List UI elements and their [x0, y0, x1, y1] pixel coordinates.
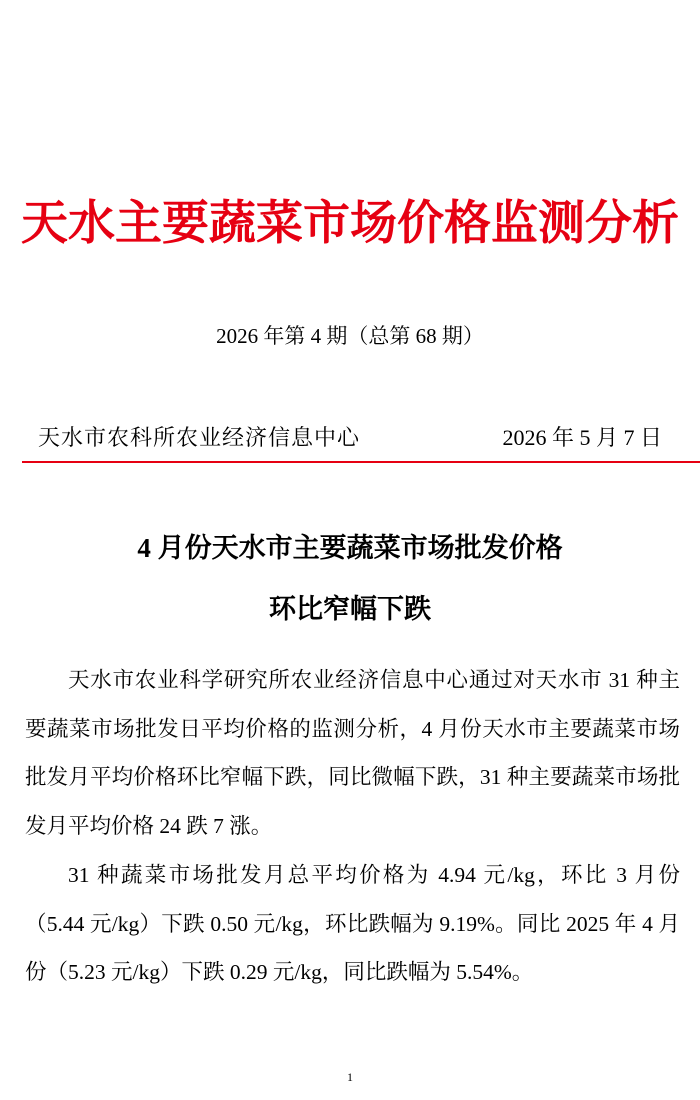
- paragraph-text: 天水市农业科学研究所农业经济信息中心通过对天水市 31 种主要蔬菜市场批发日平均价格的监测分析，4 月份天水市主要蔬菜市场批发月平均价格环比窄幅下跌，同比微幅下跌，31 种主要蔬菜市场批发月平均价格 24 跌 7 涨。: [25, 668, 680, 838]
- body-paragraph-1: [25, 656, 680, 850]
- paragraph-text: 31 种蔬菜市场批发月总平均价格为 4.94 元/kg，环比 3 月份（5.44 元/kg）下跌 0.50 元/kg，环比跌幅为 9.19%。同比 2025 年 4 月份（5.23 元/kg）下跌 0.29 元/kg，同比跌幅为 5.54%。: [25, 863, 680, 985]
- publish-date: 2026 年 5 月 7 日: [502, 425, 662, 450]
- article-headline-line1: 4 月份天水市主要蔬菜市场批发价格: [137, 533, 563, 563]
- page-number: 1: [347, 1070, 353, 1084]
- body-paragraph-2: [25, 851, 680, 997]
- publisher: 天水市农科所农业经济信息中心: [38, 425, 361, 450]
- issue-number: 2026 年第 4 期（总第 68 期）: [216, 324, 484, 348]
- article-headline-line2: 环比窄幅下跌: [269, 594, 431, 624]
- red-divider: [22, 461, 700, 463]
- masthead-title: 天水主要蔬菜市场价格监测分析: [21, 198, 679, 250]
